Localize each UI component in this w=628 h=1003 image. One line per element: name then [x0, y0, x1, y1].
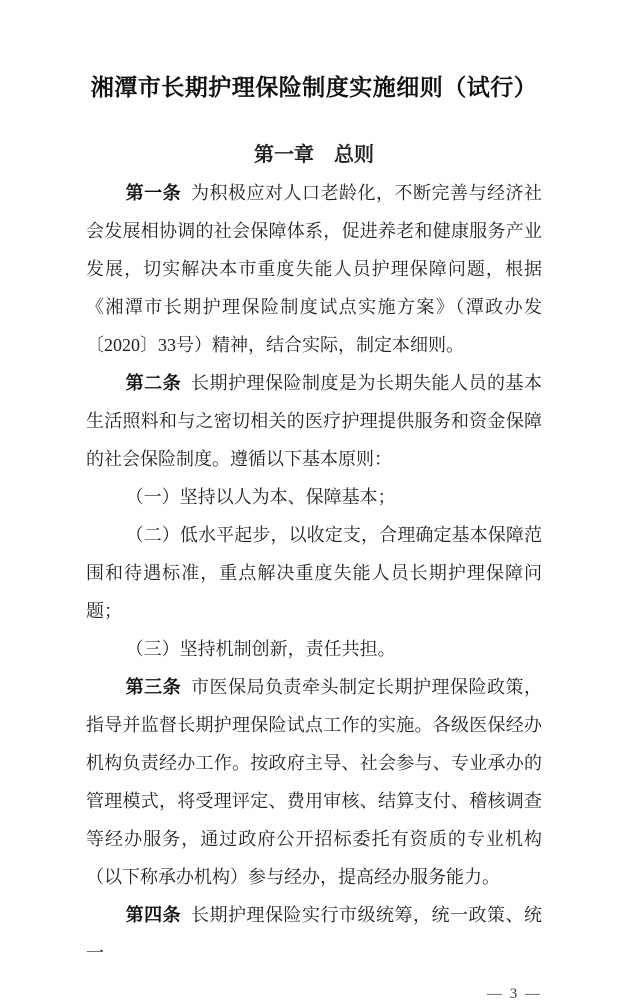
article-4-paragraph	[86, 896, 542, 972]
article-3-text: 市医保局负责牵头制定长期护理保险政策，指导并监督长期护理保险试点工作的实施。各级医保经办机构负责经办工作。按政府主导、社会参与、专业承办的管理模式，将受理评定、费用审核、结算支付、稽核调查等经办服务，通过政府公开招标委托有资质的专业机构（以下称承办机构）参与经办，提高经办服务能力。	[86, 677, 543, 887]
principle-item-2-text: （二）低水平起步，以收定支，合理确定基本保障范围和待遇标准，重点解决重度失能人员长期护理保障问题；	[86, 525, 542, 621]
article-1-paragraph	[86, 174, 542, 364]
article-1-text: 为积极应对人口老龄化，不断完善与经济社会发展相协调的社会保障体系，促进养老和健康服务产业发展，切实解决本市重度失能人员护理保障问题，根据《湘潭市长期护理保险制度试点实施方案》（潭政办发〔2020〕33号）精神，结合实际，制定本细则。	[86, 183, 543, 355]
article-2-label: 第二条	[125, 373, 182, 393]
principle-item-1-text: （一）坚持以人为本、保障基本；	[125, 487, 396, 507]
principle-item-1	[86, 478, 542, 516]
article-2-paragraph	[86, 364, 542, 478]
page-number: — 3 —	[487, 986, 542, 1002]
article-3-paragraph	[86, 668, 542, 896]
document-body	[86, 174, 542, 972]
article-1-label: 第一条	[125, 183, 182, 203]
article-4-label: 第四条	[125, 905, 182, 925]
article-2-text: 长期护理保险制度是为长期失能人员的基本生活照料和与之密切相关的医疗护理提供服务和资金保障的社会保险制度。遵循以下基本原则：	[86, 373, 543, 469]
principle-item-2	[86, 516, 542, 630]
principle-item-3	[86, 630, 542, 668]
principle-item-3-text: （三）坚持机制创新，责任共担。	[125, 639, 396, 659]
document-title: 湘潭市长期护理保险制度实施细则（试行）	[90, 75, 538, 100]
article-4-text: 长期护理保险实行市级统筹，统一政策、统一	[86, 905, 543, 963]
chapter-heading: 第一章 总则	[254, 144, 374, 166]
article-3-label: 第三条	[125, 677, 182, 697]
